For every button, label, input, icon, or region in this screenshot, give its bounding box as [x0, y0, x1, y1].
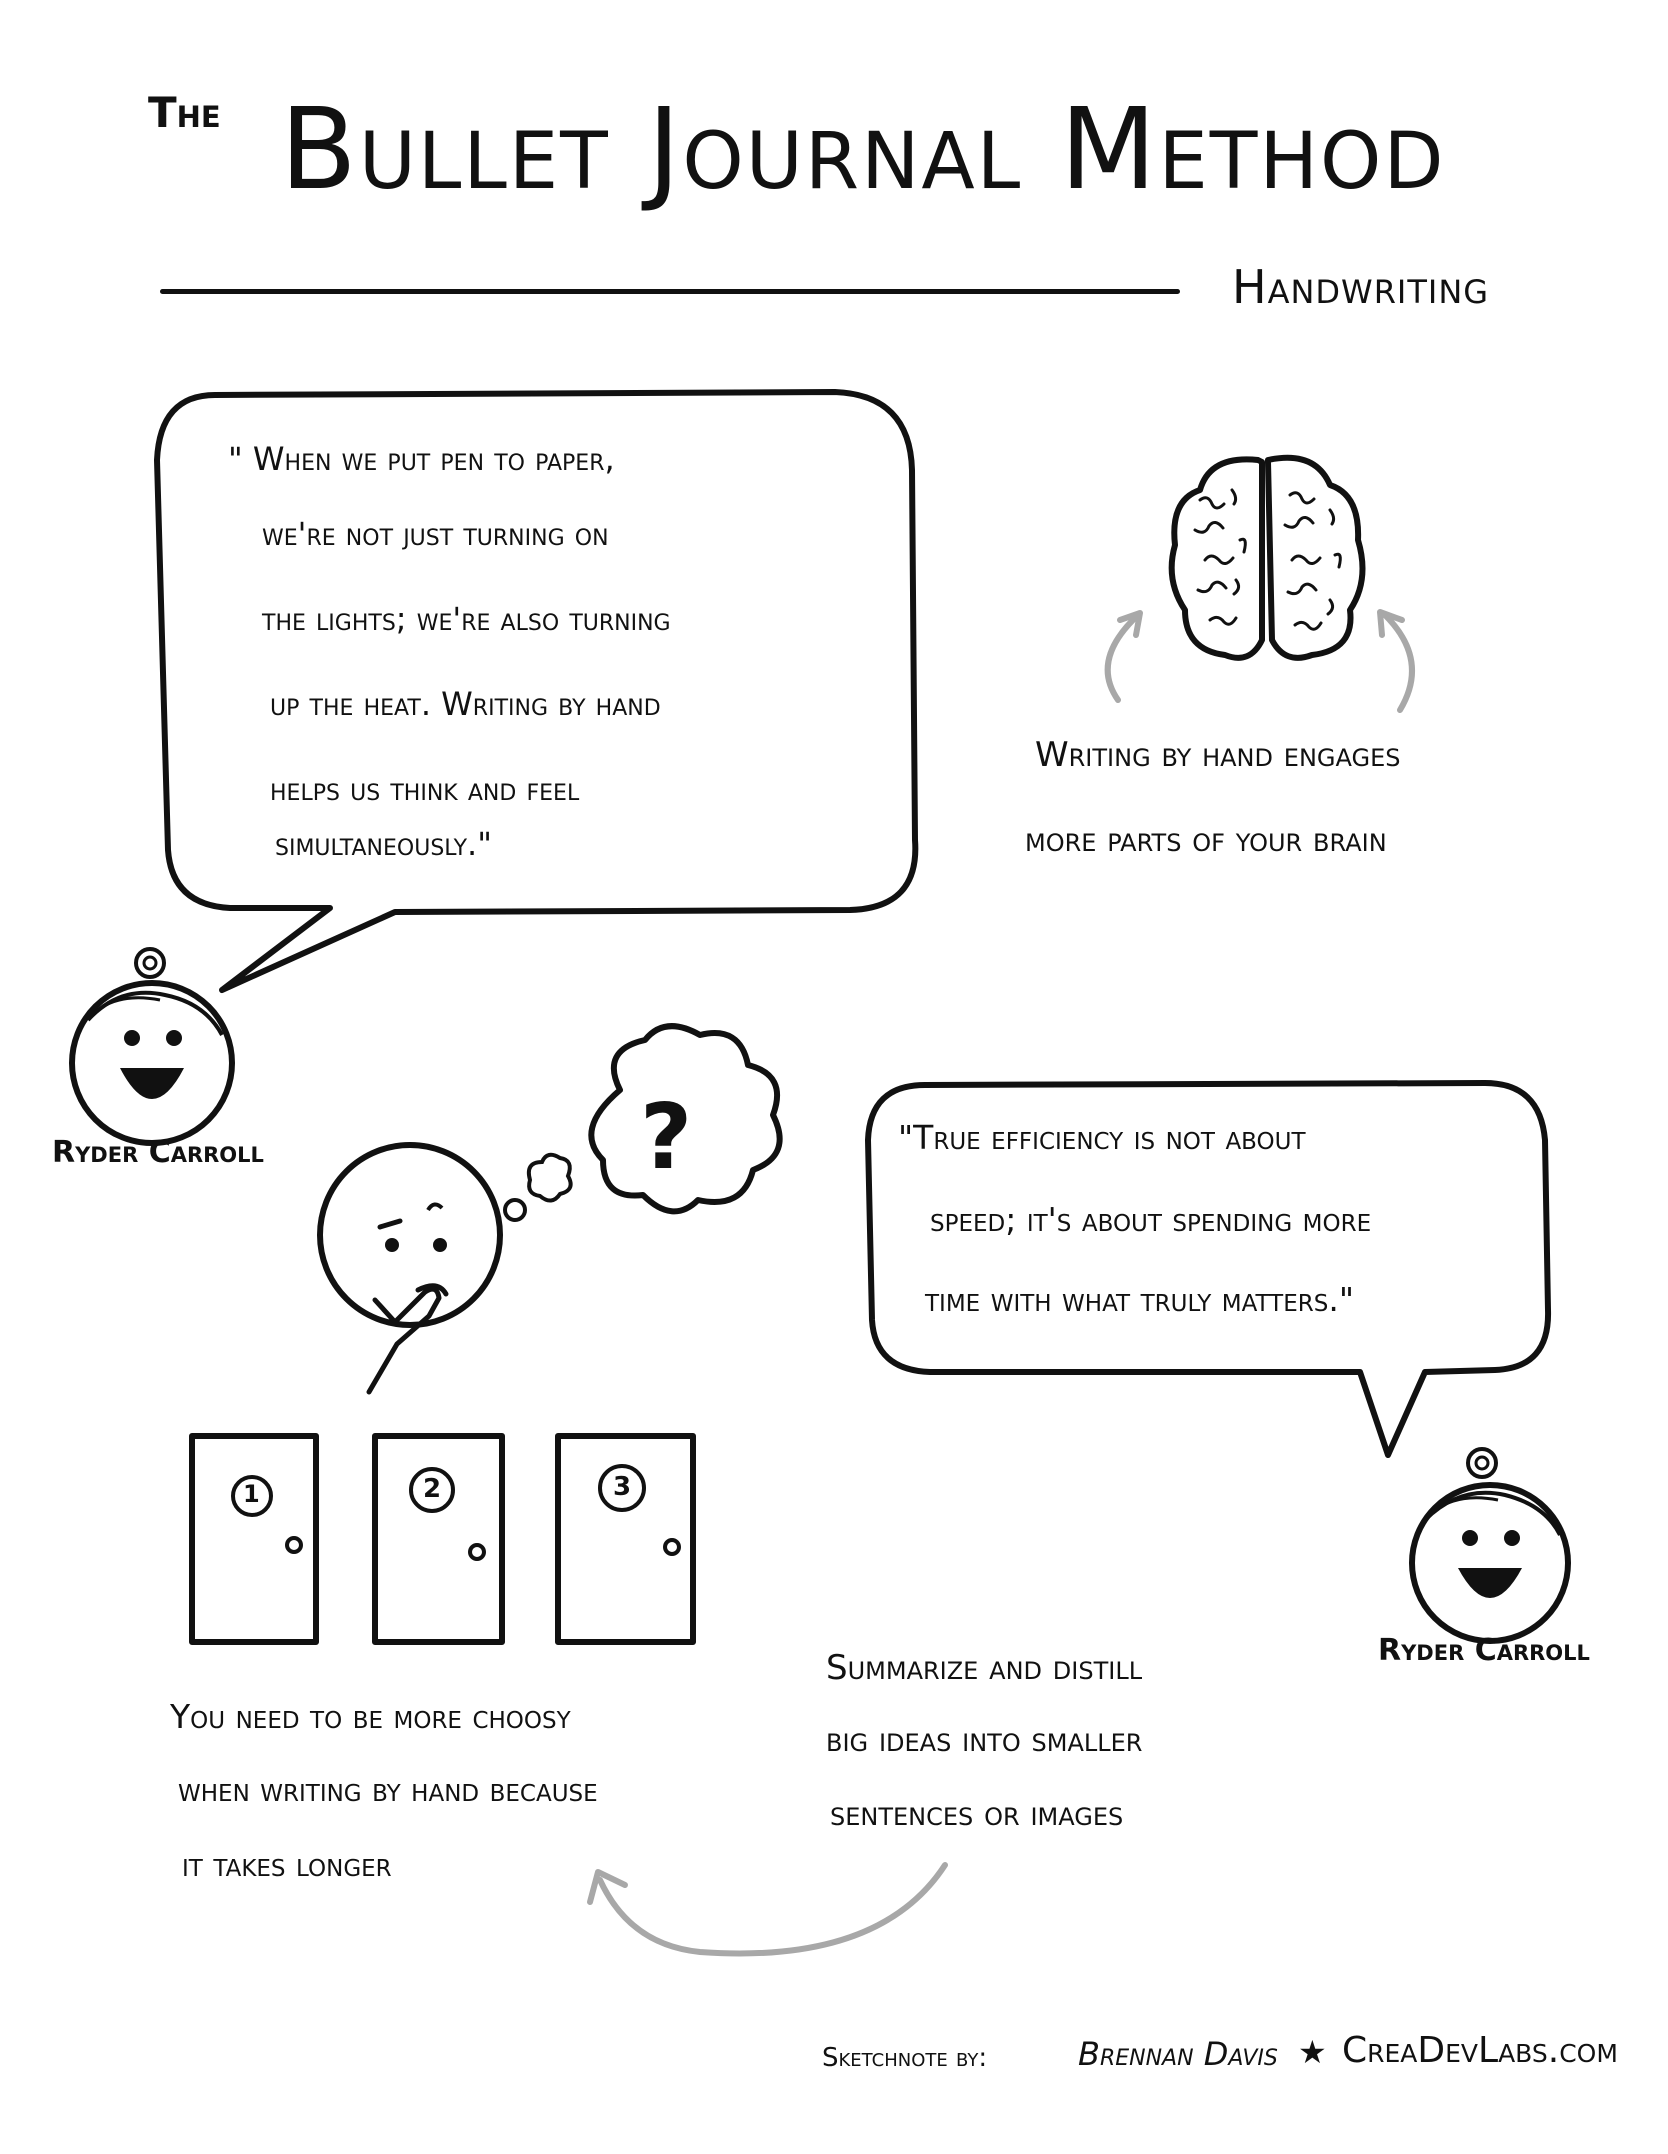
quote1-line-6: simultaneously."	[275, 825, 492, 863]
title-underline	[160, 289, 1180, 294]
quote1-line-3: the lights; we're also turning	[262, 600, 671, 638]
quote1-line-5: helps us think and feel	[270, 770, 580, 808]
door-label-1: 1	[243, 1480, 260, 1508]
quote2-author: Ryder Carroll	[1378, 1633, 1590, 1668]
door-label-2: 2	[423, 1474, 442, 1504]
footer-site: CreaDevLabs.com	[1342, 2030, 1618, 2071]
door-label-3: 3	[613, 1472, 632, 1502]
brain-caption-line-2: more parts of your brain	[1025, 820, 1387, 860]
quote1-line-4: up the heat. Writing by hand	[270, 685, 661, 723]
star-icon: ★	[1298, 2033, 1327, 2071]
page-title: Bullet Journal Method	[280, 85, 1446, 215]
title-prefix: The	[148, 88, 221, 137]
thought-symbol: ?	[640, 1085, 693, 1190]
summarize-note-line-2: big ideas into smaller	[826, 1720, 1143, 1760]
footer-author: Brennan Davis	[1078, 2035, 1278, 2073]
quote1-author: Ryder Carroll	[52, 1135, 264, 1170]
footer-credit-label: Sketchnote by:	[822, 2043, 988, 2073]
summarize-note-line-1: Summarize and distill	[826, 1648, 1143, 1688]
page-subtitle: Handwriting	[1232, 260, 1490, 314]
choosy-note-line-1: You need to be more choosy	[170, 1697, 571, 1736]
choosy-note-line-2: when writing by hand because	[178, 1770, 598, 1809]
quote1-line-1: " When we put pen to paper,	[228, 440, 615, 478]
quote1-line-2: we're not just turning on	[262, 515, 609, 553]
quote2-line-3: time with what truly matters."	[925, 1280, 1355, 1319]
quote2-line-2: speed; it's about spending more	[930, 1200, 1372, 1239]
summarize-note-line-3: sentences or images	[830, 1794, 1124, 1834]
choosy-note-line-3: it takes longer	[182, 1845, 392, 1884]
brain-caption-line-1: Writing by hand engages	[1035, 735, 1401, 775]
quote2-line-1: "True efficiency is not about	[898, 1118, 1306, 1157]
